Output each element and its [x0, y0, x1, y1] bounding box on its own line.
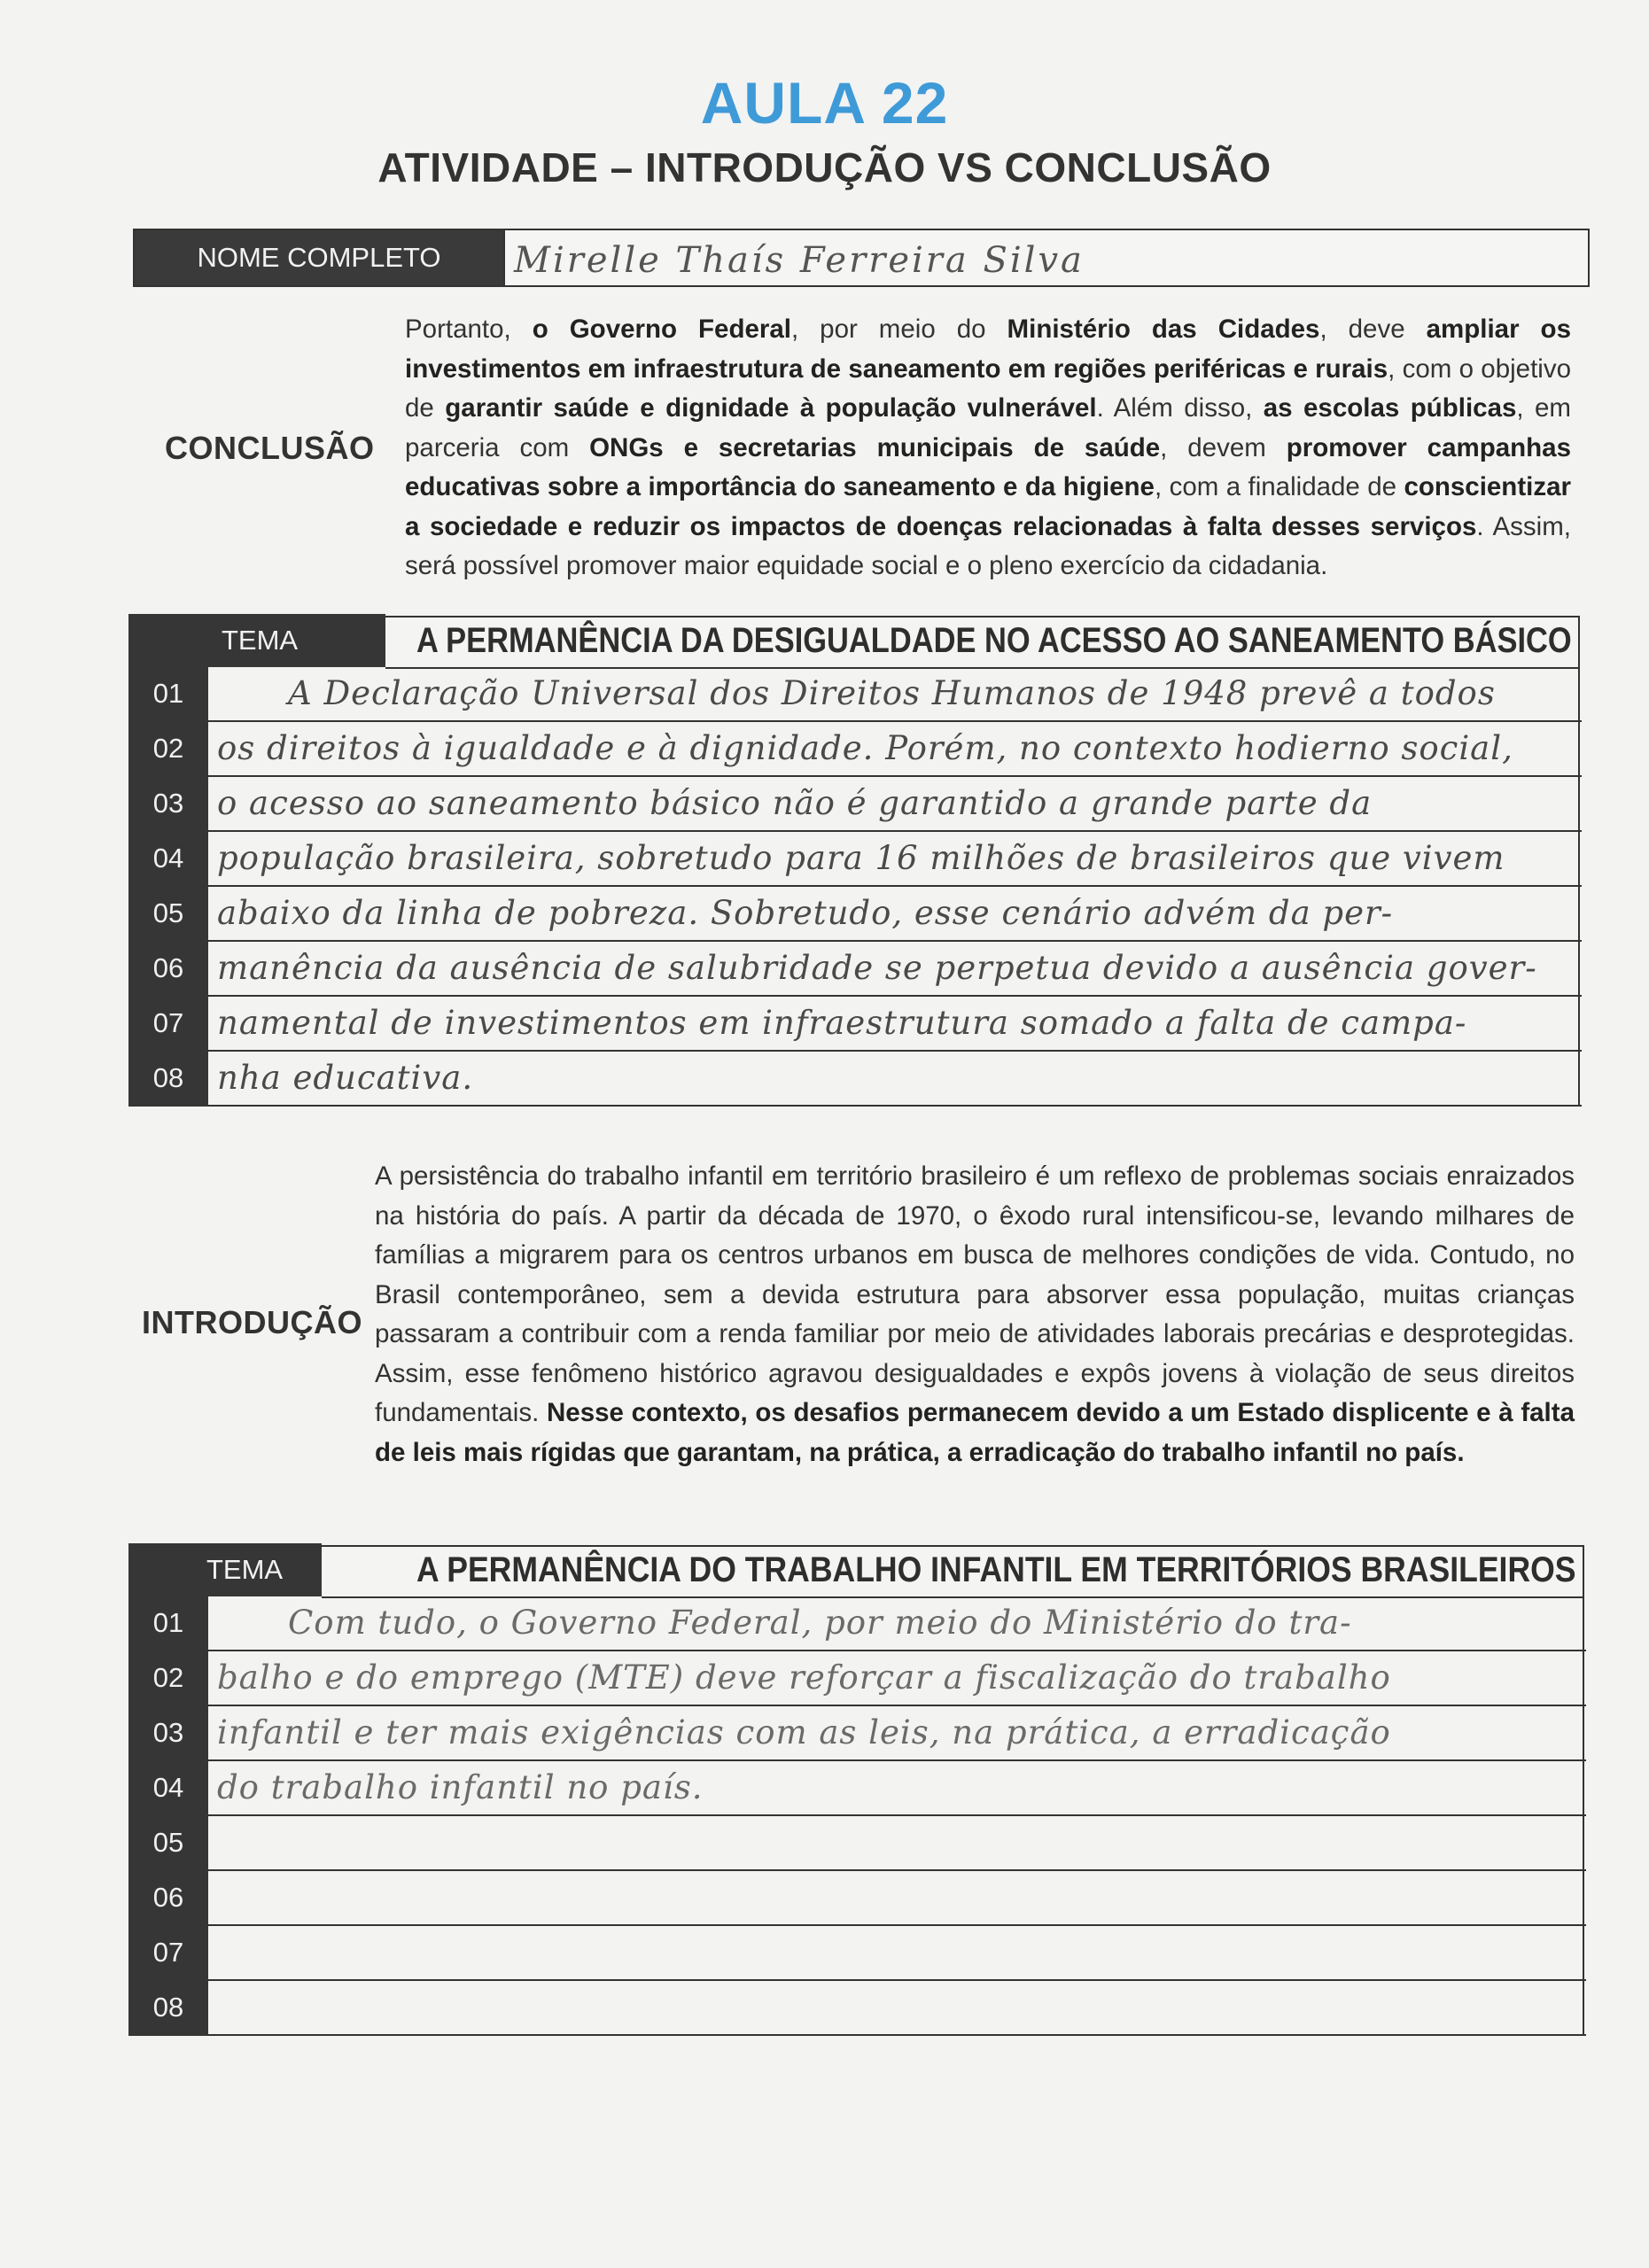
line-number: 02 — [152, 1662, 184, 1693]
tema-label: TEMA — [222, 625, 299, 656]
paragraph-segment: Nesse contexto, os desafios permanecem devido a um Estado displicente e à falta de leis mais rígidas que garantam, na prática, a erradicação do trabalho infantil no país. — [375, 1398, 1575, 1467]
writing-line — [208, 940, 1582, 942]
handwritten-line[interactable]: nha educativa. — [217, 1059, 474, 1097]
block-right-border — [1578, 667, 1580, 1107]
handwritten-line[interactable]: balho e do emprego (MTE) deve reforçar a fiscalização do trabalho — [217, 1658, 1391, 1697]
conclusion-paragraph — [405, 310, 1571, 586]
writing-line — [208, 885, 1582, 887]
activity-title: ATIVIDADE – INTRODUÇÃO VS CONCLUSÃO — [377, 144, 1272, 190]
name-field-divider — [503, 230, 505, 285]
paragraph-segment: , por meio do — [790, 315, 1007, 344]
paragraph-segment: ONGs e secretarias municipais de saúde — [589, 432, 1161, 462]
introduction-paragraph — [375, 1157, 1575, 1472]
handwritten-line[interactable]: população brasileira, sobretudo para 16 milhões de brasileiros que vivem — [217, 839, 1505, 877]
handwritten-line[interactable]: abaixo da linha de pobreza. Sobretudo, esse cenário advém da per- — [217, 894, 1394, 932]
writing-line — [208, 1924, 1586, 1926]
line-number: 04 — [152, 843, 184, 874]
writing-line — [208, 720, 1582, 722]
paragraph-segment: garantir saúde e dignidade à população vulnerável — [445, 393, 1097, 423]
paragraph-segment: Portanto, — [405, 315, 533, 344]
name-field-label: NOME COMPLETO — [135, 230, 503, 285]
line-number: 07 — [152, 1007, 184, 1038]
handwritten-line[interactable]: manência da ausência de salubridade se perpetua devido a ausência gover- — [217, 949, 1537, 987]
handwritten-line[interactable]: Com tudo, o Governo Federal, por meio do Ministério do tra- — [288, 1604, 1352, 1642]
writing-line — [208, 775, 1582, 777]
paragraph-segment: , com a finalidade de — [1154, 472, 1404, 501]
introduction-label: INTRODUÇÃO — [142, 1304, 362, 1340]
writing-block-conclusion — [128, 614, 1582, 1107]
name-field-row — [133, 229, 1590, 287]
line-number: 08 — [152, 1992, 184, 2023]
line-number: 05 — [152, 897, 184, 928]
handwritten-line[interactable]: infantil e ter mais exigências com as leis, na prática, a erradicação — [217, 1713, 1391, 1751]
name-field-value[interactable]: Mirelle Thaís Ferreira Silva — [514, 240, 1085, 281]
writing-line — [208, 995, 1582, 997]
line-number: 07 — [152, 1937, 184, 1968]
handwritten-line[interactable]: do trabalho infantil no país. — [217, 1768, 704, 1806]
writing-line — [208, 1105, 1582, 1107]
writing-line — [208, 1979, 1586, 1981]
paragraph-segment: . Assim, será possível promover maior equidade social e o pleno exercício da cidadania. — [405, 511, 1571, 580]
theme-title: A PERMANÊNCIA DA DESIGUALDADE NO ACESSO AO SANEAMENTO BÁSICO — [416, 621, 1572, 660]
line-number: 06 — [152, 952, 184, 983]
handwritten-line[interactable]: os direitos à igualdade e à dignidade. Porém, no contexto hodierno social, — [217, 729, 1513, 767]
line-number: 01 — [152, 1607, 184, 1638]
writing-line — [208, 1814, 1586, 1816]
paragraph-segment: ampliar os investimentos em infraestrutura de saneamento em regiões periféricas e rurais — [405, 315, 1571, 384]
paragraph-segment: o Governo Federal — [532, 315, 791, 344]
line-number: 05 — [152, 1827, 184, 1858]
paragraph-segment: conscientizar a sociedade e reduzir os impactos de doenças relacionadas à falta desses serviços — [405, 472, 1571, 541]
paragraph-segment: as escolas públicas — [1263, 393, 1517, 423]
paragraph-segment: promover campanhas educativas sobre a importância do saneamento e da higiene — [405, 432, 1571, 501]
line-number: 06 — [152, 1882, 184, 1913]
paragraph-segment: , em parceria com — [405, 393, 1572, 462]
paragraph-segment: , deve — [1319, 315, 1427, 344]
theme-title: A PERMANÊNCIA DO TRABALHO INFANTIL EM TERRITÓRIOS BRASILEIROS — [416, 1550, 1576, 1589]
conclusion-label: CONCLUSÃO — [165, 430, 375, 466]
line-number: 03 — [152, 1717, 184, 1748]
paragraph-segment: Ministério das Cidades — [1007, 315, 1320, 344]
writing-line — [208, 1869, 1586, 1871]
handwritten-line[interactable]: namental de investimentos em infraestrutura somado a falta de campa- — [217, 1004, 1467, 1042]
writing-line — [208, 1705, 1586, 1706]
handwritten-line[interactable]: o acesso ao saneamento básico não é garantido a grande parte da — [217, 784, 1373, 822]
paragraph-segment: , devem — [1160, 432, 1287, 462]
block-right-border — [1583, 1596, 1584, 2036]
writing-line — [208, 830, 1582, 832]
paragraph-segment: . Além disso, — [1096, 393, 1264, 423]
line-number: 03 — [152, 788, 184, 819]
tema-label: TEMA — [206, 1554, 284, 1585]
handwritten-line[interactable]: A Declaração Universal dos Direitos Humanos de 1948 prevê a todos — [288, 674, 1496, 712]
line-number: 02 — [152, 733, 184, 764]
paragraph-segment: , com o objetivo de — [405, 353, 1571, 423]
writing-line — [208, 2034, 1586, 2036]
line-number: 01 — [152, 678, 184, 709]
lesson-title: AULA 22 — [700, 70, 949, 136]
writing-line — [208, 1759, 1586, 1761]
line-number: 08 — [152, 1062, 184, 1093]
writing-line — [208, 1650, 1586, 1651]
writing-line — [208, 1050, 1582, 1052]
paragraph-segment: A persistência do trabalho infantil em território brasileiro é um reflexo de problemas sociais enraizados na história do país. A partir da década de 1970, o êxodo rural intensificou-se, levando milhares de famílias a migrarem para os centros urbanos em busca de melhores condições de vida. Contudo, no Brasil contemporâneo, sem a devida estrutura para absorver essa população, muitas crianças passaram a contribuir com a renda familiar por meio de atividades laborais precárias e desprotegidas. Assim, esse fenômeno histórico agravou desigualdades e expôs jovens à violação de seus direitos fundamentais. — [375, 1161, 1575, 1427]
line-number: 04 — [152, 1772, 184, 1803]
writing-block-introduction — [128, 1543, 1586, 2036]
